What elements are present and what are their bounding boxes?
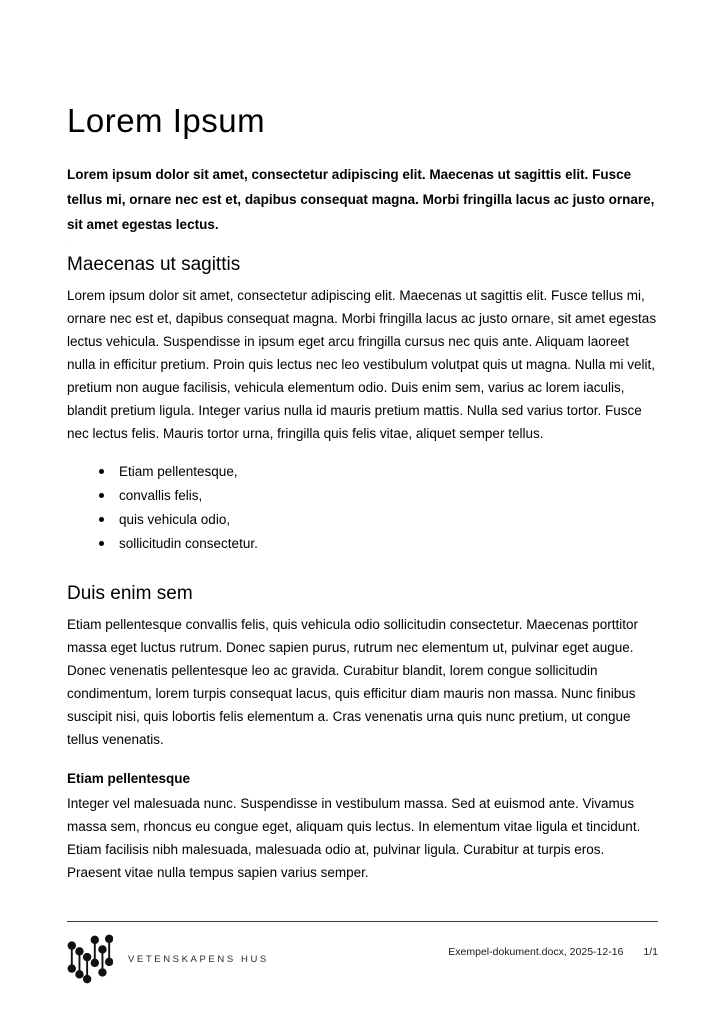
section-paragraph: Etiam pellentesque convallis felis, quis vehicula odio sollicitudin consectetur. Maecenas porttitor massa eget luctus rutrum. Donec sapien purus, rutrum nec elementum ut, pulvinar eget augue. Donec venenatis pellentesque leo ac gravida. Curabitur blandit, lorem congue sollicitudin condimentum, lorem turpis consequat lacus, quis efficitur diam mauris non massa. Nunc finibus suscipit nisi, quis lobortis felis elementum a. Cras venenatis urna quis nunc pretium, ut congue tellus venenatis. [67,617,639,747]
footer-branding [67,934,269,984]
section-paragraph: Lorem ipsum dolor sit amet, consectetur adipiscing elit. Maecenas ut sagittis elit. Fusce tellus mi, ornare nec est et, dapibus consequat magna. Morbi fringilla lacus ac justo ornare, sit amet egestas lectus vehicula. Suspendisse in ipsum eget arcu fringilla cursus nec quis ante. Aliquam laoreet nulla in efficitur pretium. Proin quis lectus nec leo vestibulum volutpat quis ut magna. Nulla mi velit, pretium non augue facilisis, vehicula elementum odio. Duis enim sem, varius ac lorem iaculis, blandit pretium ligula. Integer varius nulla id mauris pretium mattis. Nulla sed varius tortor. Fusce nec lectus felis. Mauris tortor urna, fringilla quis felis vitae, aliquet semper tellus. [67,288,657,441]
section-heading-duis: Duis enim sem [67,583,193,604]
page-footer [67,921,658,984]
document-title: Lorem Ipsum [67,102,266,139]
section-heading-maecenas: Maecenas ut sagittis [67,254,241,275]
org-name: VETENSKAPENS HUS [128,953,269,965]
vetenskapens-hus-logo-icon [67,934,113,984]
list-item: sollicitudin consectetur. [99,532,658,556]
footer-page-number: 1/1 [643,946,658,958]
footer-doc-info: Exempel-dokument.docx, 2025-12-16 [448,946,624,958]
footer-meta [448,946,658,958]
footer-divider [67,921,658,922]
list-item: quis vehicula odio, [99,508,658,532]
intro-paragraph: Lorem ipsum dolor sit amet, consectetur adipiscing elit. Maecenas ut sagittis elit. Fusce tellus mi, ornare nec est et, dapibus consequat magna. Morbi fringilla lacus ac justo ornare, sit amet egestas lectus. [67,167,655,232]
list-item: Etiam pellentesque, [99,460,658,484]
bullet-list [67,460,658,556]
stray-mark: · [67,239,70,249]
footer-row [67,934,658,984]
section-paragraph: Integer vel malesuada nunc. Suspendisse in vestibulum massa. Sed at euismod ante. Vivamus massa sem, rhoncus eu congue eget, aliquam quis lectus. In elementum vitae ligula et tincidunt. Etiam facilisis nibh malesuada, malesuada odio at, pulvinar ligula. Curabitur at turpis eros. Praesent vitae nulla tempus sapien varius semper. [67,796,641,880]
document-content [0,100,725,884]
list-item: convallis felis, [99,484,658,508]
sub-heading-etiam: Etiam pellentesque [67,771,191,786]
